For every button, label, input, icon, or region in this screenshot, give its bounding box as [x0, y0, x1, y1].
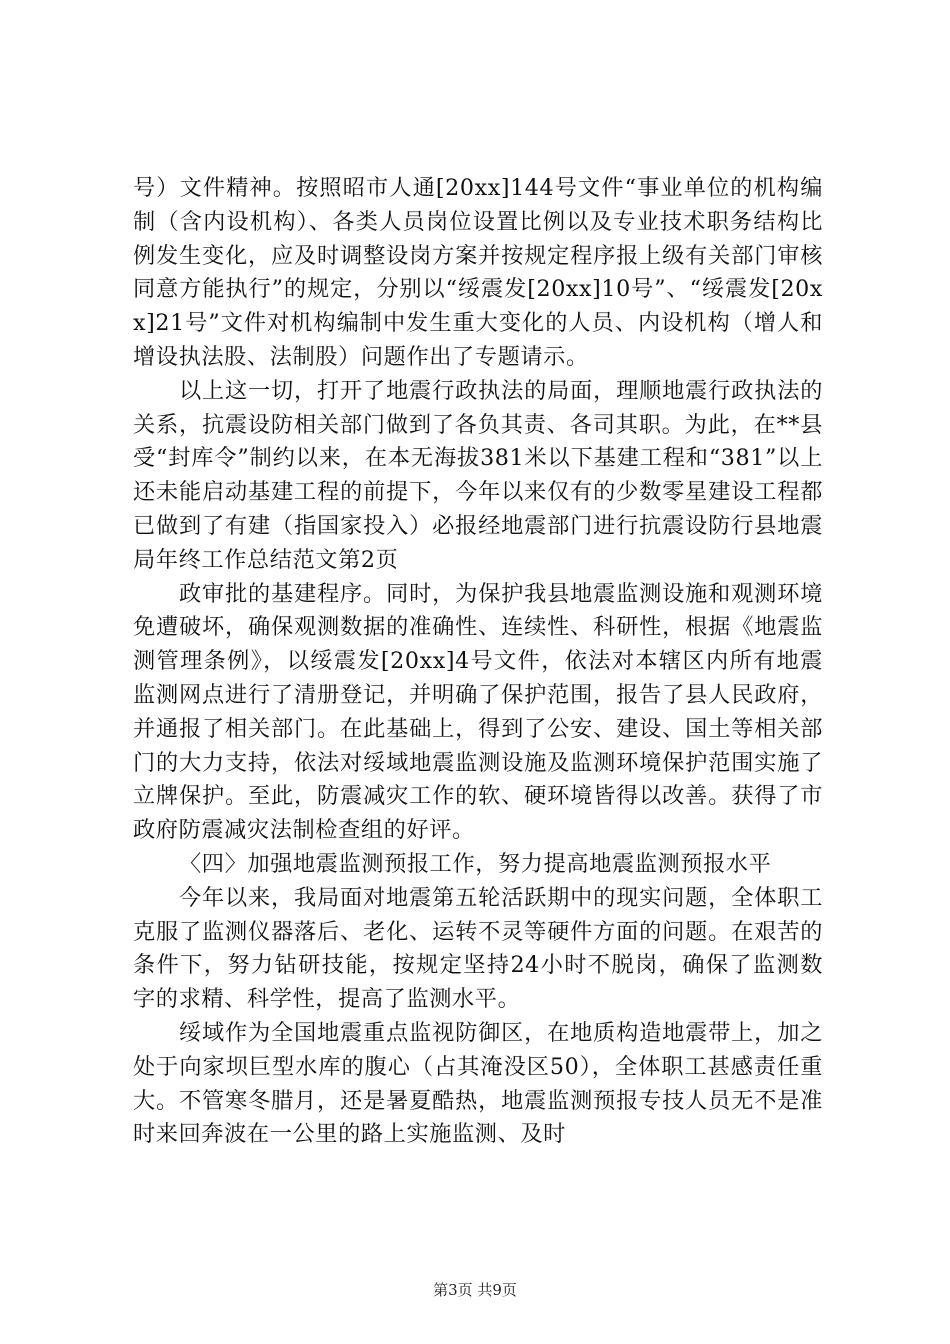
- paragraph-3: 政审批的基建程序。同时，为保护我县地震监测设施和观测环境免遭破坏，确保观测数据的准确性、连续性、科研性，根据《地震监测管理条例》，以绥震发[20xx]4号文件，依法对本辖区内所有地震监测网点进行了清册登记，并明确了保护范围，报告了县人民政府，并通报了相关部门。在此基础上，得到了公安、建设、国土等相关部门的大力支持，依法对绥域地震监测设施及监测环境保护范围实施了立牌保护。至此，防震减灾工作的软、硬环境皆得以改善。获得了市政府防震减灾法制检查组的好评。: [133, 580, 823, 844]
- paragraph-1: 号）文件精神。按照昭市人通[20xx]144号文件“事业单位的机构编制（含内设机构）、各类人员岗位设置比例以及专业技术职务结构比例发生变化，应及时调整设岗方案并按规定程序报上级有关部门审核同意方能执行”的规定，分别以“绥震发[20xx]10号”、“绥震发[20xx]21号”文件对机构编制中发生重大变化的人员、内设机构（增人和增设执法股、法制股）问题作出了专题请示。: [133, 175, 823, 370]
- page-number-label: 第3页 共9页: [433, 1281, 517, 1299]
- page-footer: [0, 1280, 950, 1300]
- paragraph-6: 绥域作为全国地震重点监视防御区，在地质构造地震带上，加之处于向家坝巨型水库的腹心（占其淹没区50），全体职工甚感责任重大。不管寒冬腊月，还是暑夏酷热，地震监测预报专技人员无不是准时来回奔波在一公里的路上实施监测、及时: [133, 1019, 823, 1148]
- paragraph-5: 今年以来，我局面对地震第五轮活跃期中的现实问题，全体职工克服了监测仪器落后、老化、运转不灵等硬件方面的问题。在艰苦的条件下，努力钻研技能，按规定坚持24小时不脱岗，确保了监测数字的求精、科学性，提高了监测水平。: [133, 884, 823, 1013]
- document-body: [133, 172, 823, 1152]
- paragraph-2: 以上这一切，打开了地震行政执法的局面，理顺地震行政执法的关系，抗震设防相关部门做到了各负其责、各司其职。为此，在**县受“封库令”制约以来，在本无海拔381米以下基建工程和“381”以上还未能启动基建工程的前提下，今年以来仅有的少数零星建设工程都已做到了有建（指国家投入）必报经地震部门进行抗震设防行县地震局年终工作总结范文第2页: [133, 377, 823, 573]
- section-heading-4: 〈四〉加强地震监测预报工作，努力提高地震监测预报水平: [179, 850, 772, 877]
